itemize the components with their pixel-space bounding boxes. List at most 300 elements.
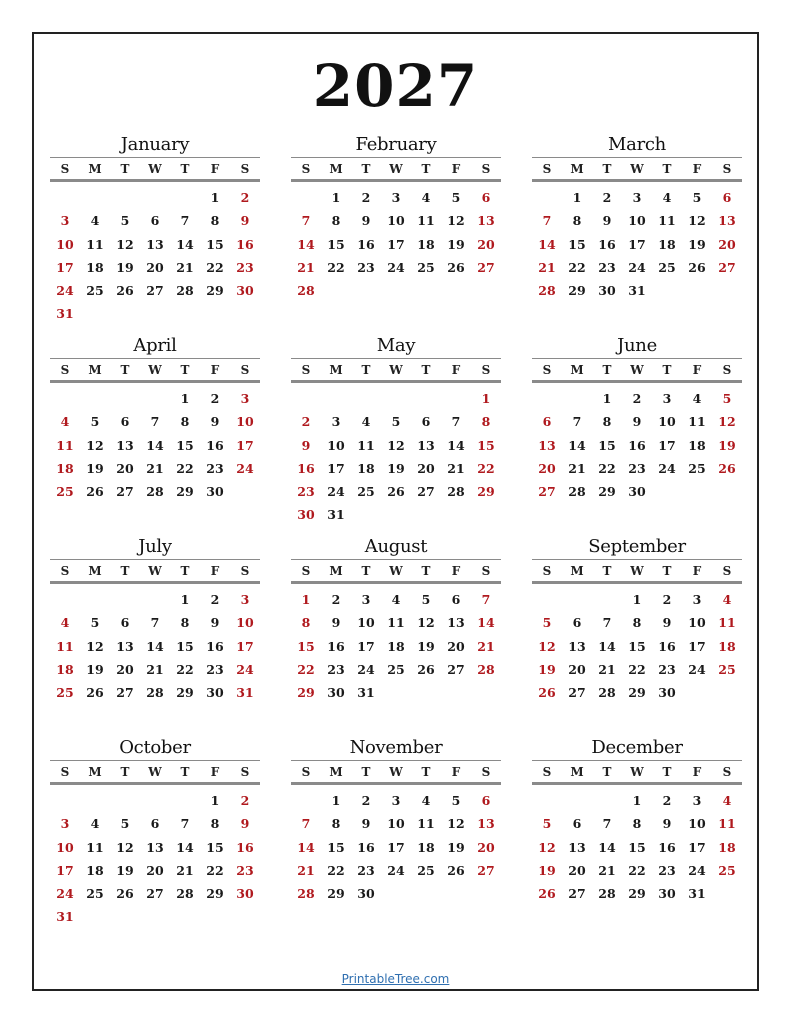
empty-cell [562,588,592,611]
month-may [291,335,501,536]
day-cell: 25 [718,862,736,878]
day-grid [532,789,742,905]
day-cell: 2 [662,592,672,607]
day-cell: 12 [538,638,556,654]
day-cell: 28 [598,886,616,902]
day-cell: 26 [718,460,736,476]
weekday-header [50,157,260,182]
day-grid [291,789,501,905]
day-cell: 17 [56,862,74,878]
empty-cell [140,387,170,410]
empty-cell [562,789,592,812]
day-cell: 29 [477,484,495,500]
day-cell: 1 [210,793,220,808]
weekday-label: S [240,362,250,377]
day-cell: 20 [417,460,435,476]
day-grid [50,588,260,704]
day-cell: 8 [632,615,642,631]
day-grid [532,186,742,302]
day-cell: 10 [56,839,74,855]
day-cell: 25 [417,259,435,275]
day-grid [532,387,742,503]
day-cell: 12 [116,839,134,855]
day-cell: 29 [206,283,224,299]
day-cell: 29 [568,283,586,299]
day-cell: 23 [598,259,616,275]
weekday-label: T [421,563,431,578]
day-cell: 19 [86,661,104,677]
weekday-header [532,358,742,383]
empty-cell [110,387,140,410]
weekday-label: T [180,161,190,176]
day-cell: 21 [538,259,556,275]
day-cell: 6 [150,816,160,832]
empty-cell [441,387,471,410]
day-cell: 20 [477,839,495,855]
day-cell: 14 [538,236,556,252]
day-cell: 1 [602,391,612,406]
day-cell: 24 [236,460,254,476]
day-cell: 21 [598,862,616,878]
day-cell: 24 [387,862,405,878]
month-name: August [364,536,428,557]
day-cell: 4 [60,615,70,631]
day-cell: 21 [598,661,616,677]
day-cell: 24 [327,484,345,500]
day-cell: 7 [451,414,461,430]
day-cell: 28 [477,661,495,677]
day-cell: 4 [692,391,702,406]
day-cell: 31 [56,909,74,925]
day-cell: 20 [568,661,586,677]
day-cell: 26 [86,685,104,701]
day-cell: 24 [236,661,254,677]
weekday-header [50,559,260,584]
day-cell: 28 [568,484,586,500]
day-cell: 3 [391,793,401,808]
day-cell: 11 [56,638,74,654]
weekday-label: F [210,563,220,578]
day-cell: 2 [331,592,341,607]
day-cell: 3 [391,190,401,205]
empty-cell [80,186,110,209]
day-cell: 19 [86,460,104,476]
weekday-label: M [88,764,102,779]
weekday-label: W [148,764,162,779]
day-cell: 5 [542,816,552,832]
weekday-label: T [180,764,190,779]
day-cell: 12 [116,236,134,252]
weekday-label: S [481,161,491,176]
day-cell: 24 [688,862,706,878]
day-cell: 11 [86,236,104,252]
weekday-label: T [120,563,130,578]
day-cell: 14 [176,236,194,252]
day-cell: 13 [146,839,164,855]
month-name: December [591,737,683,758]
weekday-label: T [662,563,672,578]
empty-cell [592,789,622,812]
day-cell: 1 [180,391,190,406]
day-cell: 5 [90,414,100,430]
day-cell: 7 [602,816,612,832]
day-cell: 15 [327,236,345,252]
weekday-label: M [329,161,343,176]
day-cell: 18 [718,839,736,855]
day-cell: 4 [361,414,371,430]
day-cell: 5 [451,190,461,205]
day-cell: 15 [477,437,495,453]
day-cell: 6 [120,414,130,430]
day-cell: 9 [331,615,341,631]
day-cell: 16 [327,638,345,654]
day-cell: 23 [658,661,676,677]
day-cell: 12 [86,437,104,453]
month-name: July [138,536,172,557]
weekday-label: T [602,161,612,176]
day-cell: 29 [297,685,315,701]
day-cell: 4 [90,816,100,832]
day-cell: 5 [120,816,130,832]
day-cell: 27 [417,484,435,500]
empty-cell [170,789,200,812]
day-cell: 25 [688,460,706,476]
weekday-header [532,157,742,182]
day-cell: 4 [722,793,732,808]
day-cell: 13 [538,437,556,453]
day-cell: 6 [150,213,160,229]
weekday-label: M [329,764,343,779]
day-cell: 7 [150,414,160,430]
day-cell: 23 [628,460,646,476]
day-cell: 25 [658,259,676,275]
day-cell: 19 [116,259,134,275]
weekday-label: S [542,362,552,377]
day-cell: 27 [538,484,556,500]
day-cell: 19 [688,236,706,252]
day-cell: 29 [628,685,646,701]
day-cell: 5 [692,190,702,205]
weekday-label: T [180,362,190,377]
day-cell: 26 [447,259,465,275]
day-cell: 15 [327,839,345,855]
day-cell: 25 [86,283,104,299]
day-cell: 27 [146,886,164,902]
day-cell: 22 [598,460,616,476]
empty-cell [562,387,592,410]
day-cell: 3 [60,213,70,229]
day-cell: 16 [658,638,676,654]
day-cell: 15 [628,638,646,654]
weekday-label: S [240,563,250,578]
day-cell: 10 [688,816,706,832]
weekday-label: T [602,563,612,578]
weekday-label: S [722,764,732,779]
day-cell: 16 [357,236,375,252]
weekday-label: S [542,764,552,779]
day-cell: 12 [447,213,465,229]
day-cell: 17 [628,236,646,252]
empty-cell [321,387,351,410]
day-cell: 8 [180,414,190,430]
weekday-header [50,358,260,383]
day-cell: 28 [297,283,315,299]
weekday-label: T [361,362,371,377]
month-july [50,536,260,737]
day-cell: 3 [632,190,642,205]
calendar-year-title: 2027 [312,52,479,120]
day-cell: 10 [56,236,74,252]
day-cell: 5 [451,793,461,808]
day-cell: 3 [662,391,672,406]
day-cell: 22 [477,460,495,476]
day-cell: 28 [598,685,616,701]
day-cell: 2 [361,793,371,808]
day-cell: 9 [240,816,250,832]
day-cell: 27 [447,661,465,677]
day-cell: 13 [568,839,586,855]
day-cell: 19 [538,862,556,878]
day-cell: 13 [477,213,495,229]
day-cell: 13 [568,638,586,654]
day-cell: 24 [688,661,706,677]
month-name: April [133,335,177,356]
weekday-label: M [88,161,102,176]
day-cell: 8 [481,414,491,430]
weekday-header [291,358,501,383]
day-cell: 27 [116,685,134,701]
day-cell: 8 [301,615,311,631]
day-grid [50,387,260,503]
day-cell: 3 [240,391,250,406]
day-cell: 23 [297,484,315,500]
day-cell: 28 [146,484,164,500]
empty-cell [50,588,80,611]
day-cell: 5 [90,615,100,631]
month-april [50,335,260,536]
empty-cell [140,789,170,812]
weekday-label: W [630,764,644,779]
day-cell: 27 [568,685,586,701]
day-cell: 20 [116,661,134,677]
day-cell: 19 [417,638,435,654]
weekday-label: M [570,764,584,779]
day-cell: 3 [240,592,250,607]
weekday-label: S [481,563,491,578]
weekday-label: M [570,161,584,176]
month-march [532,134,742,335]
weekday-label: S [722,362,732,377]
day-cell: 23 [658,862,676,878]
day-cell: 15 [176,437,194,453]
weekday-label: W [389,563,403,578]
day-cell: 22 [206,259,224,275]
day-cell: 17 [688,839,706,855]
weekday-label: T [662,764,672,779]
weekday-label: T [602,362,612,377]
weekday-label: F [692,362,702,377]
day-cell: 17 [387,236,405,252]
month-january [50,134,260,335]
weekday-label: T [361,764,371,779]
day-cell: 26 [417,661,435,677]
weekday-label: S [301,362,311,377]
month-name: January [120,134,190,155]
weekday-label: T [180,563,190,578]
day-cell: 20 [538,460,556,476]
day-cell: 19 [116,862,134,878]
day-cell: 24 [56,886,74,902]
weekday-label: S [60,563,70,578]
day-cell: 1 [572,190,582,205]
weekday-header [291,157,501,182]
weekday-label: M [88,362,102,377]
day-cell: 26 [538,886,556,902]
day-cell: 13 [447,615,465,631]
day-cell: 20 [477,236,495,252]
day-cell: 27 [477,259,495,275]
day-cell: 17 [56,259,74,275]
day-cell: 10 [387,213,405,229]
day-cell: 25 [718,661,736,677]
empty-cell [291,186,321,209]
day-grid [50,789,260,929]
day-cell: 10 [658,414,676,430]
day-grid [291,186,501,302]
day-cell: 17 [327,460,345,476]
weekday-label: T [120,362,130,377]
weekday-label: M [88,563,102,578]
day-cell: 16 [598,236,616,252]
month-name: May [376,335,416,356]
day-cell: 30 [297,507,315,523]
day-cell: 11 [688,414,706,430]
day-cell: 30 [628,484,646,500]
day-cell: 3 [60,816,70,832]
day-cell: 31 [357,685,375,701]
weekday-label: T [361,161,371,176]
day-cell: 27 [146,283,164,299]
day-cell: 14 [477,615,495,631]
day-cell: 4 [421,793,431,808]
day-cell: 14 [297,839,315,855]
day-cell: 9 [210,615,220,631]
day-cell: 6 [481,793,491,808]
day-cell: 22 [176,460,194,476]
day-cell: 14 [146,437,164,453]
day-cell: 14 [598,638,616,654]
day-cell: 10 [327,437,345,453]
day-cell: 5 [542,615,552,631]
day-cell: 19 [718,437,736,453]
day-cell: 1 [210,190,220,205]
day-cell: 17 [357,638,375,654]
day-cell: 8 [331,213,341,229]
day-cell: 5 [421,592,431,607]
day-grid [291,387,501,527]
weekday-label: T [602,764,612,779]
weekday-label: S [60,161,70,176]
day-cell: 18 [86,862,104,878]
day-cell: 16 [628,437,646,453]
empty-cell [80,387,110,410]
day-cell: 9 [361,213,371,229]
day-cell: 21 [146,661,164,677]
day-cell: 1 [632,793,642,808]
day-cell: 25 [417,862,435,878]
day-cell: 23 [236,259,254,275]
empty-cell [411,387,441,410]
day-cell: 13 [718,213,736,229]
day-cell: 18 [357,460,375,476]
day-cell: 25 [86,886,104,902]
weekday-label: F [451,563,461,578]
day-cell: 21 [477,638,495,654]
day-cell: 28 [447,484,465,500]
empty-cell [140,186,170,209]
day-cell: 18 [56,460,74,476]
day-cell: 1 [481,391,491,406]
weekday-label: T [120,764,130,779]
weekday-label: W [389,161,403,176]
day-cell: 17 [236,437,254,453]
day-grid [291,588,501,704]
day-cell: 19 [447,839,465,855]
day-cell: 23 [206,460,224,476]
day-cell: 15 [598,437,616,453]
day-cell: 20 [568,862,586,878]
day-cell: 11 [718,615,736,631]
day-cell: 2 [240,793,250,808]
day-cell: 12 [417,615,435,631]
printabletree-link[interactable]: PrintableTree.com [341,972,450,986]
day-cell: 11 [56,437,74,453]
day-cell: 18 [688,437,706,453]
day-cell: 25 [56,685,74,701]
day-cell: 16 [297,460,315,476]
day-cell: 15 [206,839,224,855]
weekday-label: T [361,563,371,578]
day-cell: 26 [688,259,706,275]
weekday-label: F [451,764,461,779]
month-name: February [355,134,437,155]
day-cell: 27 [568,886,586,902]
day-cell: 25 [387,661,405,677]
day-cell: 6 [572,615,582,631]
weekday-label: W [389,764,403,779]
weekday-label: F [451,161,461,176]
weekday-header [532,760,742,785]
day-cell: 25 [357,484,375,500]
day-cell: 14 [176,839,194,855]
weekday-label: W [148,563,162,578]
weekday-label: T [421,764,431,779]
day-cell: 8 [210,213,220,229]
day-cell: 31 [688,886,706,902]
weekday-label: S [722,161,732,176]
day-cell: 20 [146,259,164,275]
day-cell: 14 [598,839,616,855]
weekday-label: S [722,563,732,578]
day-cell: 26 [116,886,134,902]
empty-cell [532,789,562,812]
weekday-label: S [60,764,70,779]
day-cell: 13 [477,816,495,832]
month-name: September [588,536,686,557]
day-cell: 4 [662,190,672,205]
weekday-label: T [421,362,431,377]
weekday-header [291,760,501,785]
